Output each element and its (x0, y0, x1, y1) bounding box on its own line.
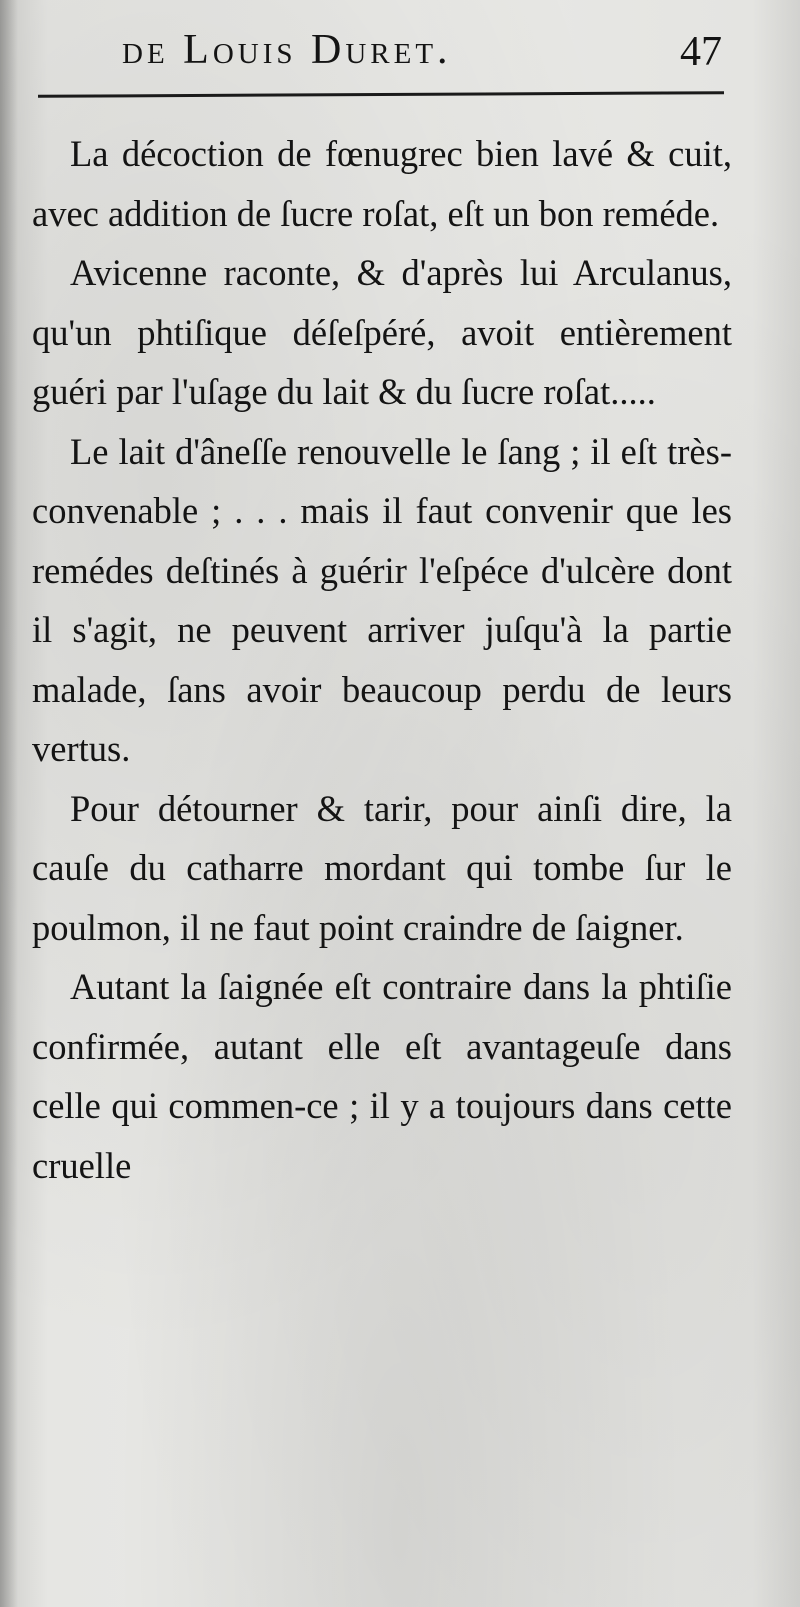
body-text (32, 124, 732, 1195)
paragraph: Le lait d'âneſſe renouvelle le ſang ; il eſt très-convenable ; . . . mais il faut convenir que les remédes deſtinés à guérir l'eſpéce d'ulcère dont il s'agit, ne peuvent arriver juſqu'à la partie malade, ſans avoir beaucoup perdu de leurs vertus. (32, 430, 732, 769)
running-title: de Louis Duret. (122, 27, 452, 73)
paragraph: Autant la ſaignée eſt contraire dans la phtiſie confirmée, autant elle eſt avantageuſe dans celle qui commen-ce ; il y a toujours dans cette cruelle (32, 966, 732, 1186)
paragraph: Pour détourner & tarir, pour ainſi dire, la cauſe du catharre mordant qui tombe ſur le poulmon, il ne faut point craindre de ſaigner. (32, 787, 732, 948)
paragraph: La décoction de fœnugrec bien lavé & cuit, avec addition de ſucre roſat, eſt un bon reméde. (32, 133, 732, 234)
binding-shadow (0, 0, 18, 1607)
running-head (122, 26, 722, 86)
paragraph: Avicenne raconte, & d'après lui Arculanus, qu'un phtiſique déſeſpéré, avoit entièrement guéri par l'uſage du lait & du ſucre roſat..... (32, 252, 732, 412)
header-rule (38, 91, 724, 98)
page-number: 47 (680, 29, 722, 75)
